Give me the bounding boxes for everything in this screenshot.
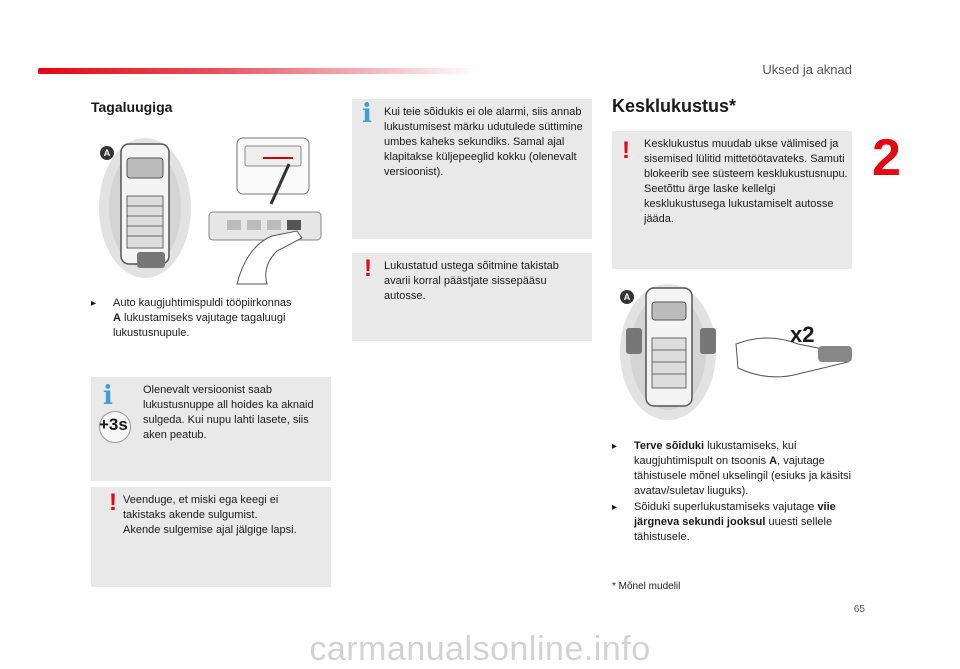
info-icon: i: [103, 381, 113, 411]
info-text-left: Olenevalt versioonist saab lukustusnuppe all hoides ka aknaid sulgeda. Kui nupu lahti lasete, siis aken peatub.: [143, 384, 314, 441]
zone-badge-a: A: [100, 146, 114, 160]
warning-box-central-locking: [612, 131, 852, 269]
warning-icon: !: [622, 137, 630, 164]
right-bullet-1-text: Terve sõiduki lukustamiseks, kui kaugjuhtimispult on tsoonis A, vajutage tähistusele mõnel ukselingil (esiuks ja käsitsi avatav/suletav liuguks).: [634, 440, 852, 497]
left-bullet-text: Auto kaugjuhtimispuldi tööpiirkonnas A lukustamiseks vajutage tagaluugi lukustusnupule.: [113, 297, 292, 339]
right-bullet-1: [612, 439, 852, 499]
van-handle-svg: [618, 282, 858, 422]
info-box-window-close: [91, 377, 331, 481]
warning-text-left: Veenduge, et miski ega keegi ei takistaks akende sulgumist. Akende sulgemise ajal jälgige lapsi.: [123, 494, 297, 536]
van-top-view-svg: [97, 136, 337, 286]
bullet-icon: ▸: [91, 298, 97, 309]
warning-icon: !: [109, 489, 117, 516]
timer-label: +3s: [99, 415, 128, 434]
tailgate-illustration: [97, 136, 337, 286]
header-accent-bar: [38, 68, 478, 74]
warning-icon: !: [364, 255, 372, 282]
footnote: * Mõnel mudelil: [612, 581, 681, 592]
warning-box-window-close: [91, 487, 331, 587]
press-twice-label: x2: [790, 322, 815, 347]
chapter-number: 2: [872, 129, 901, 187]
bullet-icon: ▸: [612, 441, 618, 452]
info-icon: i: [362, 99, 372, 129]
header-title: Uksed ja aknad: [762, 62, 852, 77]
right-bullet-2: [612, 500, 852, 545]
section-title-kesklukustus: Kesklukustus*: [612, 96, 737, 116]
warning-box-locked-driving: [352, 253, 592, 341]
section-title-tagaluugiga: Tagaluugiga: [91, 99, 173, 115]
left-bullet: [91, 296, 321, 341]
info-box-alarm: [352, 99, 592, 239]
zone-badge-a-right: A: [620, 290, 634, 304]
warning-text-middle: Lukustatud ustega sõitmine takistab avarii korral päästjate sissepääsu autosse.: [384, 260, 559, 302]
warning-text-right: Kesklukustus muudab ukse välimised ja sisemised lülitid mittetöötavateks. Samuti blokeerib see süsteem kesklukustusnupu. Seetõttu ärge laske kellelgi kesklukustusega lukustamiselt autosse jääda.: [644, 138, 848, 225]
watermark: carmanualsonline.info: [309, 630, 651, 668]
page-number: 65: [853, 604, 865, 615]
info-text-middle: Kui teie sõidukis ei ole alarmi, siis annab lukustumisest märku udutulede süttimine umbes kaheks sekundiks. Samal ajal klapitakse küljepeeglid kokku (olenevalt versioonist).: [384, 106, 583, 178]
bullet-icon: ▸: [612, 502, 618, 513]
right-bullet-2-text: Sõiduki superlukustamiseks vajutage viie järgneva sekundi jooksul uuesti sellele tähistusele.: [634, 501, 836, 543]
central-locking-illustration: [618, 282, 858, 422]
